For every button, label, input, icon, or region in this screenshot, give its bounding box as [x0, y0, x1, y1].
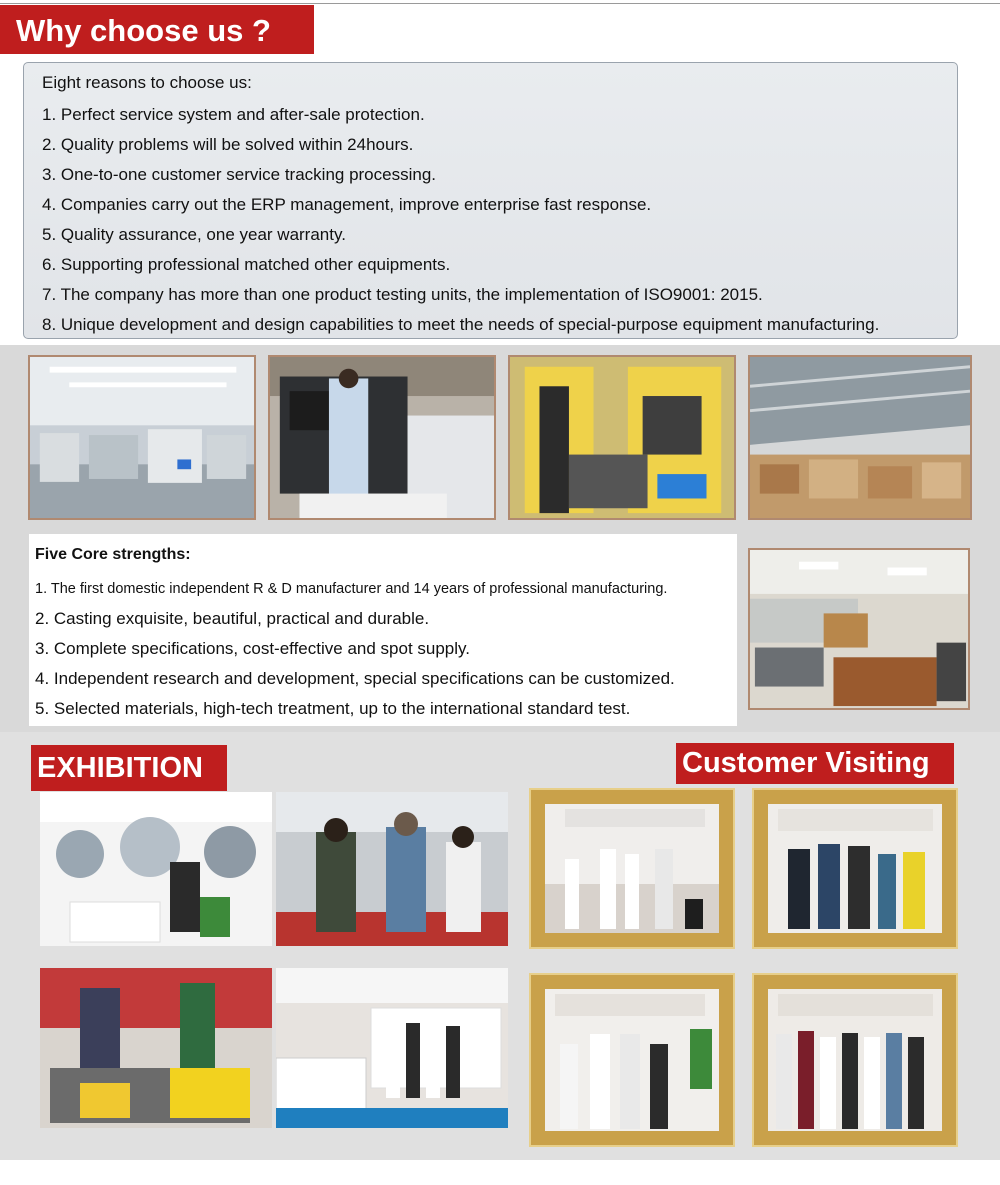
reason-item: 8. Unique development and design capabilities to meet the needs of special-purpose equipment manufacturing. — [42, 315, 880, 334]
core-strength-item: 2. Casting exquisite, beautiful, practical and durable. — [35, 609, 430, 628]
top-divider — [0, 3, 1000, 4]
core-strength-item: 4. Independent research and development, special specifications can be customized. — [35, 669, 675, 688]
core-strengths-list — [35, 574, 737, 724]
reason-item: 2. Quality problems will be solved within 24hours. — [42, 135, 414, 154]
why-choose-us-heading: Why choose us ? — [0, 5, 314, 54]
customer-visit-photo-4 — [754, 975, 956, 1145]
reasons-list — [42, 100, 957, 340]
warehouse-photo — [748, 355, 972, 520]
core-strengths-panel — [29, 534, 737, 726]
reason-item: 7. The company has more than one product testing units, the implementation of ISO9001: 2015. — [42, 285, 763, 304]
customer-visit-photo-3 — [531, 975, 733, 1145]
core-strength-item: 3. Complete specifications, cost-effective and spot supply. — [35, 639, 470, 658]
reason-item: 3. One-to-one customer service tracking processing. — [42, 165, 437, 184]
reason-item: 1. Perfect service system and after-sale protection. — [42, 105, 425, 124]
core-strengths-title: Five Core strengths: — [35, 546, 191, 563]
core-strength-item: 1. The first domestic independent R & D manufacturer and 14 years of professional manufacturing. — [35, 581, 668, 597]
exhibition-product-demo-photo — [40, 968, 272, 1128]
machining-center-photo — [508, 355, 736, 520]
reasons-intro: Eight reasons to choose us: — [42, 73, 252, 92]
cnc-operator-photo — [268, 355, 496, 520]
exhibition-team-photo — [276, 968, 508, 1128]
reason-item: 5. Quality assurance, one year warranty. — [42, 225, 346, 244]
exhibition-visitors-photo — [276, 792, 508, 946]
reasons-panel — [23, 62, 958, 339]
factory-workshop-photo — [28, 355, 256, 520]
reason-item: 4. Companies carry out the ERP management, improve enterprise fast response. — [42, 195, 652, 214]
exhibition-heading: EXHIBITION — [31, 745, 227, 791]
customer-visiting-heading: Customer Visiting — [676, 743, 954, 784]
office-photo — [748, 548, 970, 710]
customer-visit-photo-1 — [531, 790, 733, 947]
core-strength-item: 5. Selected materials, high-tech treatment, up to the international standard test. — [35, 699, 631, 718]
exhibition-booth-photo — [40, 792, 272, 946]
customer-visit-photo-2 — [754, 790, 956, 947]
reason-item: 6. Supporting professional matched other equipments. — [42, 255, 451, 274]
